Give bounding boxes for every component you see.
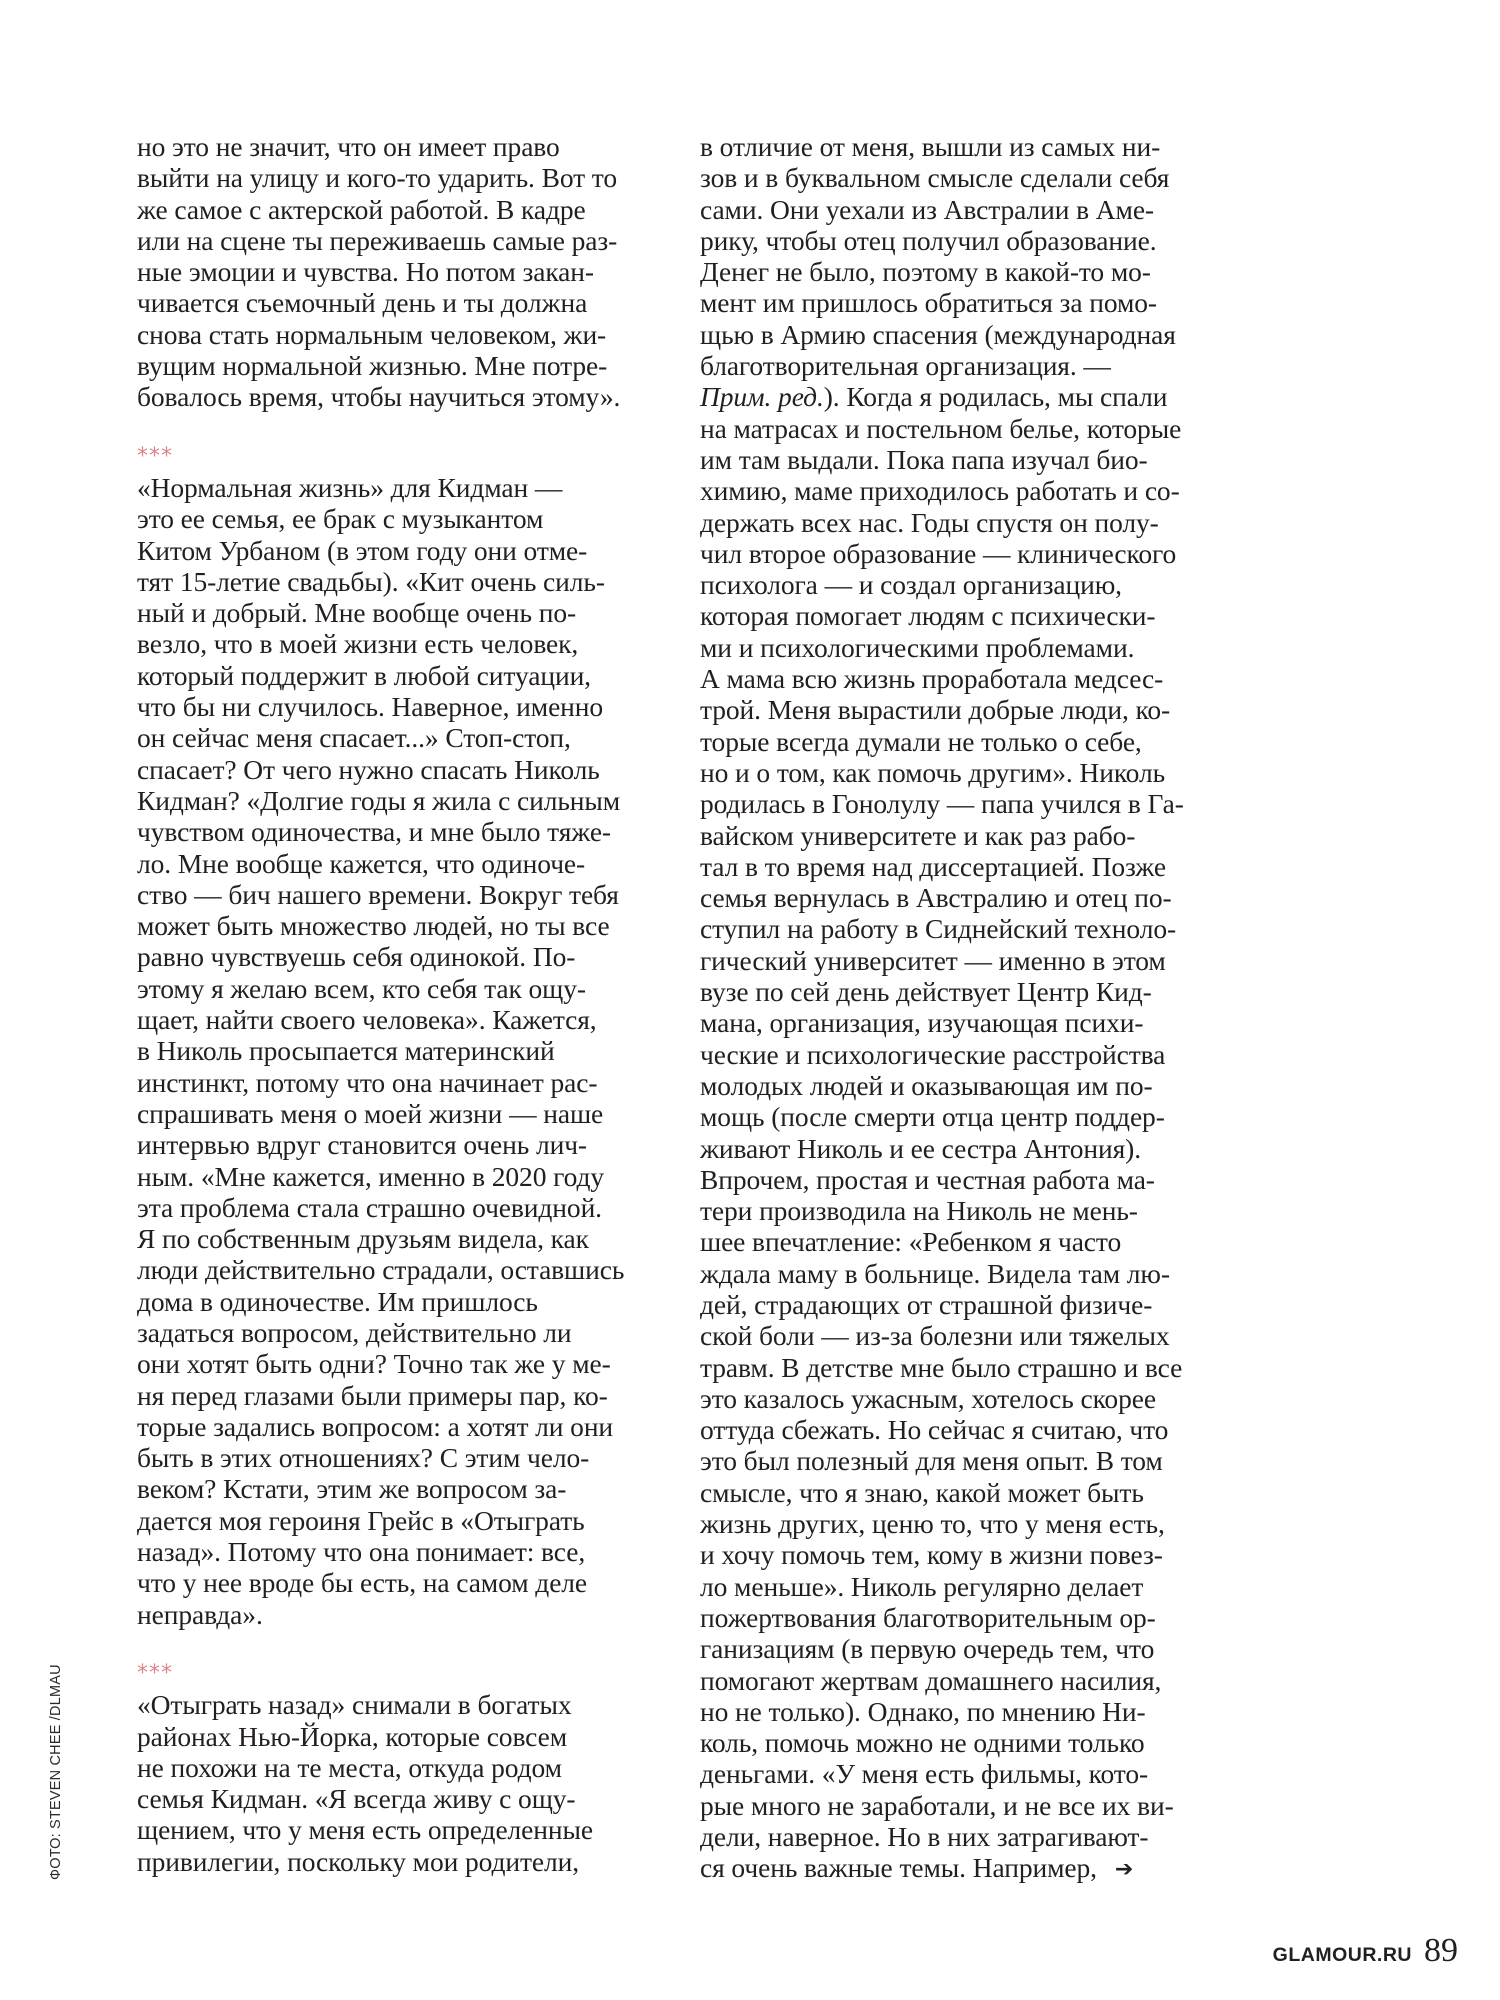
text-line: коль, помочь можно не одними только <box>700 1727 1145 1759</box>
text-line: деньгами. «У меня есть фильмы, кото- <box>700 1758 1149 1790</box>
text-line: везло, что в моей жизни есть человек, <box>137 628 579 660</box>
text-line: это был полезный для меня опыт. В том <box>700 1445 1163 1477</box>
text-line: молодых людей и оказывающая им по- <box>700 1069 1153 1101</box>
text-line: дели, наверное. Но в них затрагивают- <box>700 1821 1149 1853</box>
text-line: он сейчас меня спасает...» Стоп-стоп, <box>137 722 571 754</box>
text-line: чувством одиночества, и мне было тяже- <box>137 816 611 848</box>
text-line: семья вернулась в Австралию и отец по- <box>700 882 1172 914</box>
text-line: но не только). Однако, по мнению Ни- <box>700 1695 1146 1727</box>
text-line: ской боли — из-за болезни или тяжелых <box>700 1320 1170 1352</box>
text-line: рику, чтобы отец получил образование. <box>700 224 1157 256</box>
text-line: тят 15-летие свадьбы). «Кит очень силь- <box>137 565 605 597</box>
text-line: тери производила на Николь не мень- <box>700 1195 1138 1227</box>
text-line: торые задались вопросом: а хотят ли они <box>137 1410 614 1442</box>
text-line: оттуда сбежать. Но сейчас я считаю, что <box>700 1414 1169 1446</box>
text-line: дей, страдающих от страшной физиче- <box>700 1288 1153 1320</box>
text-line: выйти на улицу и кого-то ударить. Вот то <box>137 162 618 194</box>
text-line: психолога — и создал организацию, <box>700 569 1122 601</box>
text-line: спрашивать меня о моей жизни — наше <box>137 1097 604 1129</box>
text-line: чивается съемочный день и ты должна <box>137 287 588 319</box>
text-line: но и о том, как помочь другим». Николь <box>700 756 1166 788</box>
text-line <box>700 1852 1245 1883</box>
text-line: щением, что у меня есть определенные <box>137 1814 593 1846</box>
text-line: А мама всю жизнь проработала медсес- <box>700 663 1164 695</box>
text-line: задаться вопросом, действительно ли <box>137 1316 572 1348</box>
text-line: мощь (после смерти отца центр поддер- <box>700 1101 1165 1133</box>
text-line: помогают жертвам домашнего насилия, <box>700 1664 1162 1696</box>
text-line: равно чувствуешь себя одинокой. По- <box>137 941 576 973</box>
text-line: бовалось время, чтобы научиться этому». <box>137 381 621 413</box>
text-line: привилегии, поскольку мои родители, <box>137 1845 580 1877</box>
text-fragment: ся очень важные темы. Например, <box>700 1852 1097 1884</box>
text-line: им там выдали. Пока папа изучал био- <box>700 443 1148 475</box>
section-separator: *** <box>137 443 173 469</box>
text-line: это казалось ужасным, хотелось скорее <box>700 1382 1156 1414</box>
text-line: Денег не было, поэтому в какой-то мо- <box>700 256 1151 288</box>
text-line: этому я желаю всем, кто себя так ощу- <box>137 972 586 1004</box>
text-line: районах Нью-Йорка, которые совсем <box>137 1720 568 1752</box>
text-line: ный и добрый. Мне вообще очень по- <box>137 597 577 629</box>
text-line: чил второе образование — клинического <box>700 537 1177 569</box>
site-name: GLAMOUR.RU <box>1272 1944 1412 1966</box>
text-line: вузе по сей день действует Центр Кид- <box>700 976 1152 1008</box>
text-line: что бы ни случилось. Наверное, именно <box>137 691 604 723</box>
text-line: гический университет — именно в этом <box>700 944 1166 976</box>
text-line: снова стать нормальным человеком, жи- <box>137 318 607 350</box>
text-line: трой. Меня вырастили добрые люди, ко- <box>700 694 1171 726</box>
text-line: вайском университете и как раз рабо- <box>700 819 1136 851</box>
text-line: ми и психологическими проблемами. <box>700 631 1135 663</box>
right-column <box>700 131 1245 1884</box>
text-line: это ее семья, ее брак с музыкантом <box>137 503 544 535</box>
text-line: в отличие от меня, вышли из самых ни- <box>700 131 1161 162</box>
text-line: может быть множество людей, но ты все <box>137 910 610 942</box>
text-line: рые много не заработали, и не все их ви- <box>700 1789 1174 1821</box>
text-line: сами. Они уехали из Австралии в Аме- <box>700 193 1154 225</box>
text-line <box>700 381 1245 412</box>
text-line: ным. «Мне кажется, именно в 2020 году <box>137 1160 605 1192</box>
text-line: назад». Потому что она понимает: все, <box>137 1536 586 1568</box>
text-line: не похожи на те места, откуда родом <box>137 1751 562 1783</box>
text-line: дома в одиночестве. Им пришлось <box>137 1285 538 1317</box>
photo-credit: ФОТО: STEVEN CHEE /DLMAU <box>48 1664 64 1880</box>
left-column <box>137 131 682 1877</box>
text-line: но это не значит, что он имеет право <box>137 131 560 162</box>
text-line: ные эмоции и чувства. Но потом закан- <box>137 256 594 288</box>
text-line: инстинкт, потому что она начинает рас- <box>137 1066 598 1098</box>
text-line: или на сцене ты переживаешь самые раз- <box>137 224 618 256</box>
text-line: люди действительно страдали, оставшись <box>137 1254 625 1286</box>
text-line: Впрочем, простая и честная работа ма- <box>700 1163 1155 1195</box>
text-line: травм. В детстве мне было страшно и все <box>700 1351 1183 1383</box>
text-line: ня перед глазами были примеры пар, ко- <box>137 1379 608 1411</box>
editor-note: Прим. ред. <box>700 381 824 413</box>
text-line: в Николь просыпается материнский <box>137 1035 555 1067</box>
text-line: благотворительная организация. — <box>700 350 1111 382</box>
text-line: тал в то время над диссертацией. Позже <box>700 850 1166 882</box>
text-line: зов и в буквальном смысле сделали себя <box>700 162 1170 194</box>
text-line: мент им пришлось обратиться за помо- <box>700 287 1157 319</box>
text-line: держать всех нас. Годы спустя он полу- <box>700 506 1159 538</box>
text-line: Кидман? «Долгие годы я жила с сильным <box>137 784 621 816</box>
text-line: жизнь других, ценю то, что у меня есть, <box>700 1508 1165 1540</box>
text-line: на матрасах и постельном белье, которые <box>700 412 1182 444</box>
text-line: торые всегда думали не только о себе, <box>700 725 1142 757</box>
section-separator: *** <box>137 1660 173 1686</box>
text-line: Я по собственным друзьям видела, как <box>137 1223 589 1255</box>
text-line: спасает? От чего нужно спасать Николь <box>137 753 600 785</box>
paragraph-2 <box>137 472 682 1630</box>
text-line: ло меньше». Николь регулярно делает <box>700 1570 1144 1602</box>
text-line: пожертвования благотворительным ор- <box>700 1601 1156 1633</box>
text-line: быть в этих отношениях? С этим чело- <box>137 1442 590 1474</box>
text-line: которая помогает людям с психически- <box>700 600 1156 632</box>
text-line: «Нормальная жизнь» для Кидман — <box>137 471 563 503</box>
text-line: Китом Урбаном (в этом году они отме- <box>137 534 588 566</box>
page-number: 89 <box>1424 1932 1458 1969</box>
text-line: «Отыграть назад» снимали в богатых <box>137 1689 572 1721</box>
text-line: эта проблема стала страшно очевидной. <box>137 1191 602 1223</box>
page-footer <box>1273 1932 1458 1970</box>
paragraph-3 <box>137 1689 682 1877</box>
text-line: веком? Кстати, этим же вопросом за- <box>137 1473 567 1505</box>
text-line: они хотят быть одни? Точно так же у ме- <box>137 1348 611 1380</box>
text-line: же самое с актерской работой. В кадре <box>137 193 586 225</box>
text-line: химию, маме приходилось работать и со- <box>700 475 1180 507</box>
text-line: живают Николь и ее сестра Антония). <box>700 1132 1141 1164</box>
text-line: семья Кидман. «Я всегда живу с ощу- <box>137 1783 576 1815</box>
text-line: который поддержит в любой ситуации, <box>137 659 591 691</box>
text-fragment: ). Когда я родилась, мы спали <box>823 381 1168 413</box>
text-line: ждала маму в больнице. Видела там лю- <box>700 1257 1170 1289</box>
text-line: неправда». <box>137 1598 263 1630</box>
text-line: ганизациям (в первую очередь тем, что <box>700 1633 1155 1665</box>
text-line: шее впечатление: «Ребенком я часто <box>700 1226 1122 1258</box>
paragraph-1 <box>137 131 682 413</box>
text-line: ло. Мне вообще кажется, что одиноче- <box>137 847 586 879</box>
text-line: дается моя героиня Грейс в «Отыграть <box>137 1504 585 1536</box>
text-line: мана, организация, изучающая психи- <box>700 1007 1144 1039</box>
text-line: интервью вдруг становится очень лич- <box>137 1129 587 1161</box>
text-line: щает, найти своего человека». Кажется, <box>137 1004 597 1036</box>
text-line: ство — бич нашего времени. Вокруг тебя <box>137 878 619 910</box>
text-line: ступил на работу в Сиднейский техноло- <box>700 913 1177 945</box>
continue-arrow-icon: ➔ <box>1114 1857 1134 1883</box>
text-line: и хочу помочь тем, кому в жизни повез- <box>700 1539 1163 1571</box>
text-line: щью в Армию спасения (международная <box>700 318 1176 350</box>
text-line: родилась в Гонолулу — папа учился в Га- <box>700 788 1184 820</box>
text-line: что у нее вроде бы есть, на самом деле <box>137 1567 588 1599</box>
text-line: ческие и психологические расстройства <box>700 1038 1166 1070</box>
text-line: смысле, что я знаю, какой может быть <box>700 1476 1144 1508</box>
text-line: вущим нормальной жизнью. Мне потре- <box>137 350 608 382</box>
